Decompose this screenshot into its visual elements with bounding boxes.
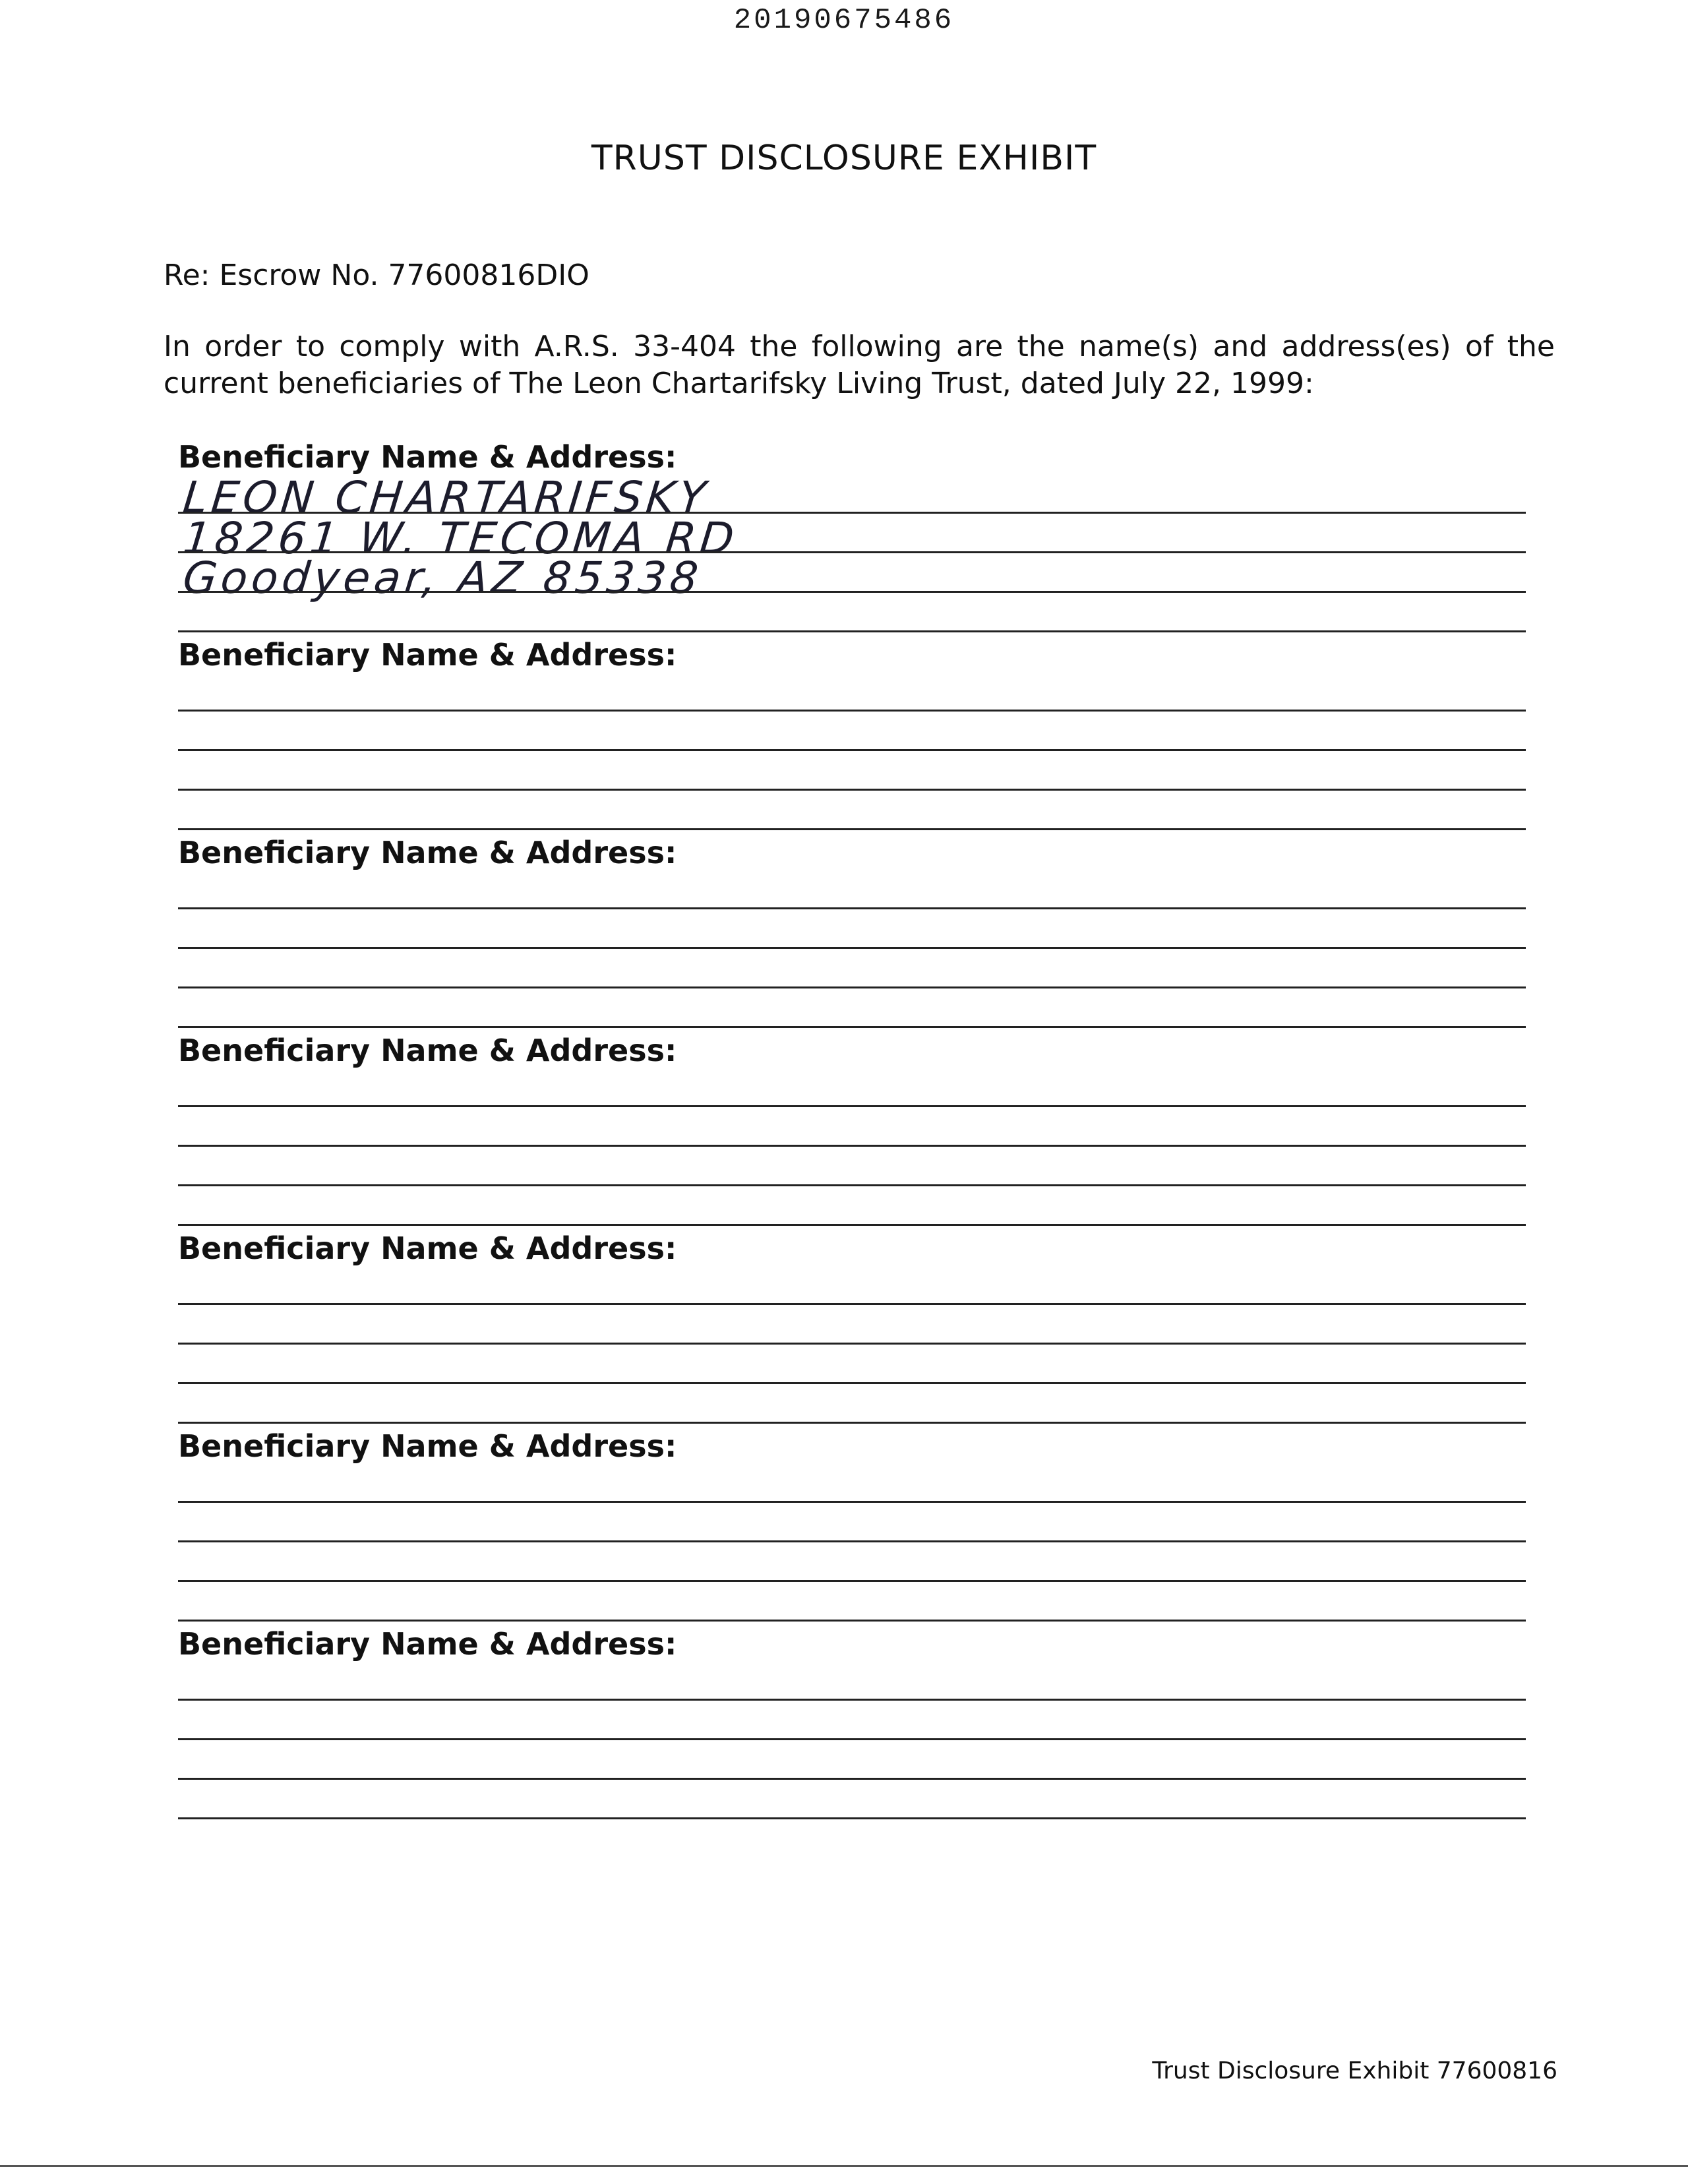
entry-line[interactable] xyxy=(178,947,1526,949)
beneficiary-section-6 xyxy=(178,1428,1526,1626)
beneficiary-section-2 xyxy=(178,637,1526,835)
beneficiary-section-5 xyxy=(178,1230,1526,1428)
page-bottom-divider xyxy=(0,2165,1688,2167)
entry-line[interactable] xyxy=(178,1145,1526,1147)
entry-line[interactable] xyxy=(178,1778,1526,1780)
entry-line[interactable] xyxy=(178,789,1526,791)
entry-line[interactable] xyxy=(178,1303,1526,1305)
handwritten-city: Goodyear, AZ 85338 xyxy=(180,553,705,603)
handwritten-name: LEON CHARTARIFSKY xyxy=(180,472,712,523)
document-title: TRUST DISCLOSURE EXHIBIT xyxy=(591,138,1097,178)
beneficiary-section-4 xyxy=(178,1033,1526,1230)
entry-line[interactable] xyxy=(178,1738,1526,1740)
beneficiary-label: Beneficiary Name & Address: xyxy=(178,1626,677,1662)
entry-line[interactable] xyxy=(178,630,1526,632)
entry-line[interactable] xyxy=(178,1382,1526,1384)
beneficiary-label: Beneficiary Name & Address: xyxy=(178,1230,677,1266)
entry-line[interactable] xyxy=(178,1422,1526,1424)
beneficiary-label: Beneficiary Name & Address: xyxy=(178,1033,677,1068)
beneficiary-section-7 xyxy=(178,1626,1526,1824)
handwritten-street: 18261 W. TECOMA RD xyxy=(180,513,740,564)
entry-line[interactable] xyxy=(178,1540,1526,1542)
entry-line[interactable] xyxy=(178,907,1526,909)
beneficiary-section-1 xyxy=(178,439,1526,637)
entry-line[interactable] xyxy=(178,1105,1526,1107)
entry-line[interactable] xyxy=(178,1501,1526,1503)
entry-line[interactable] xyxy=(178,1620,1526,1622)
beneficiary-label: Beneficiary Name & Address: xyxy=(178,835,677,870)
escrow-reference: Re: Escrow No. 77600816DIO xyxy=(164,258,589,292)
recording-number: 20190675486 xyxy=(733,4,955,37)
entry-line[interactable] xyxy=(178,1699,1526,1701)
beneficiary-label: Beneficiary Name & Address: xyxy=(178,637,677,673)
entry-line[interactable] xyxy=(178,1343,1526,1345)
beneficiary-label: Beneficiary Name & Address: xyxy=(178,1428,677,1464)
entry-line[interactable] xyxy=(178,749,1526,751)
entry-line[interactable] xyxy=(178,710,1526,712)
entry-line[interactable] xyxy=(178,986,1526,988)
entry-line[interactable] xyxy=(178,1184,1526,1186)
beneficiary-label: Beneficiary Name & Address: xyxy=(178,439,677,475)
entry-line[interactable] xyxy=(178,1224,1526,1226)
entry-line[interactable] xyxy=(178,1026,1526,1028)
entry-line[interactable] xyxy=(178,1817,1526,1819)
entry-line[interactable] xyxy=(178,1580,1526,1582)
intro-paragraph: In order to comply with A.R.S. 33-404 the following are the name(s) and address(es) of the current beneficiaries of The Leon Chartarifsky Living Trust, dated July 22, 1999: xyxy=(164,330,1555,400)
beneficiary-section-3 xyxy=(178,835,1526,1033)
footer-reference: Trust Disclosure Exhibit 77600816 xyxy=(1152,2057,1557,2084)
entry-line[interactable] xyxy=(178,828,1526,830)
entry-line[interactable] xyxy=(178,591,1526,593)
